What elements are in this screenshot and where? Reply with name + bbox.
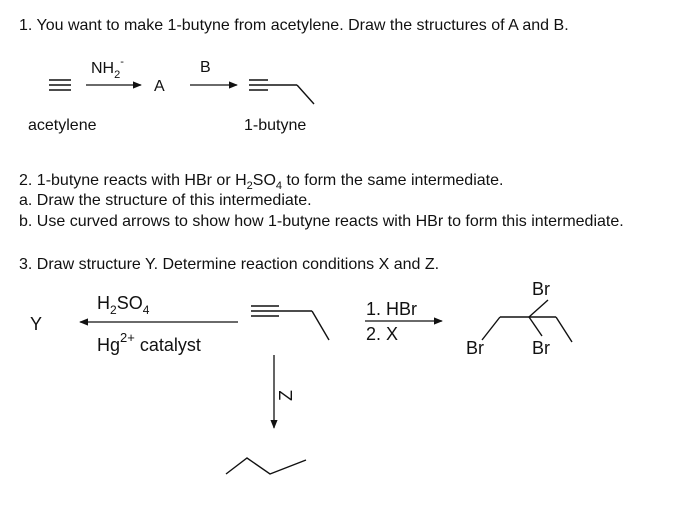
reagent-h2so4-label: $H_2SO_4$ (97, 293, 150, 317)
question-2-part-b: b. Use curved arrows to show how 1-butyne reacts with HBr to form this intermediate. (19, 213, 624, 230)
1-butyne-structure (249, 80, 314, 104)
1-butyne-label: 1-butyne (244, 117, 307, 134)
question-3-prompt: 3. Draw structure Y. Determine reaction conditions X and Z. (19, 256, 440, 273)
acetylene-label: acetylene (28, 117, 97, 134)
step-2-x-label: 2. X (366, 324, 399, 344)
question-2-part-a: a. Draw the structure of this intermediate. (19, 192, 312, 209)
q2-sub-2: 2 (246, 180, 253, 193)
dibromide-structure (482, 300, 572, 342)
q2-prompt-pre: 2. 1-butyne reacts with HBr or H (19, 172, 247, 189)
q2-prompt-post: to form the same intermediate. (282, 172, 504, 189)
reagent-z-label: Z (276, 390, 296, 401)
step-1-hbr-label: 1. HBr (366, 299, 418, 319)
bromine-left-label: Br (466, 338, 484, 358)
intermediate-a-label: A (154, 78, 165, 95)
product-y-label: Y (30, 314, 43, 334)
catalyst-hg-label: $Hg^{2+}$ catalyst (97, 330, 201, 355)
1-butyne-center-structure (251, 306, 329, 340)
q2-sub-4: 4 (275, 180, 283, 193)
butane-structure (226, 458, 306, 474)
question-1-prompt: 1. You want to make 1-butyne from acetylene. Draw the structures of A and B. (19, 17, 569, 34)
reagent-nh2-label: $NH_2^-$ (91, 56, 124, 81)
bromine-right-label: Br (532, 338, 550, 358)
q2-prompt-mid: SO (252, 172, 276, 189)
acetylene-structure (49, 80, 71, 90)
bromine-top-label: Br (532, 279, 550, 299)
reagent-b-label: B (200, 59, 211, 76)
